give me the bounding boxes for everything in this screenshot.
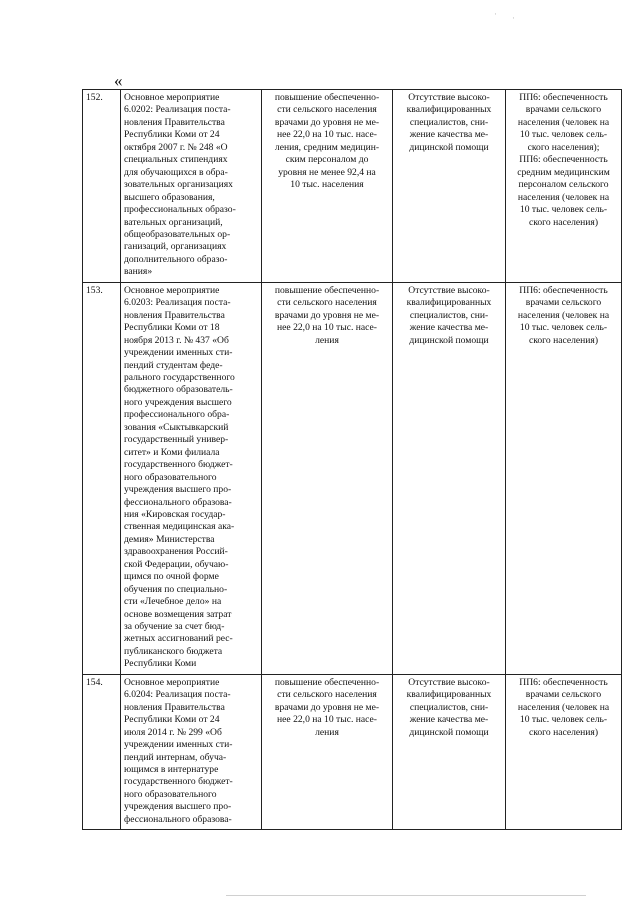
expected-result: повышение обеспеченно- сти сельского населения врачами до уровня не ме- нее 22,0 на 10 тыс. насе- ления [262,282,393,674]
risk-consequence: Отсутствие высоко- квалифицированных специалистов, сни- жение качества ме- дицинской помощи [393,90,506,283]
measure-name: Основное мероприятие 6.0203: Реализация поста- новления Правительства Республики Коми от 18 ноября 2013 г. № 437 «Об учреждении именных сти- пендий студентам феде- рального государственного бюджетного образователь- ного учреждения высшего профессионального обра- зования «Сыктывкарский государственный универ- ситет» и Коми филиала государственного бюджет- ного образовательного учреждения высшего про- фессионального образова- ния «Кировская государ- ственная медицинская ака- демия» Министерства здравоохранения Россий- ской Федерации, обучаю- щимся по очной форме обучения по специально- сти «Лечебное дело» на основе возмещения затрат за обучение за счет бюд- жетных ассигнований рес- публиканского бюджета Республики Коми [121,282,262,674]
risk-consequence: Отсутствие высоко- квалифицированных специалистов, сни- жение качества ме- дицинской помощи [393,282,506,674]
target-indicator: ПП6: обеспеченность врачами сельского населения (человек на 10 тыс. человек сель- ского населения); ПП6: обеспеченность средним медицинским персоналом сельского населения (человек на 10 тыс. человек сель- ского населения) [506,90,622,283]
target-indicator: ПП6: обеспеченность врачами сельского населения (человек на 10 тыс. человек сель- ского населения) [506,282,622,674]
table-row [83,90,622,283]
row-number: 153. [83,282,121,674]
expected-result: повышение обеспеченно- сти сельского населения врачами до уровня не ме- нее 22,0 на 10 тыс. насе- ления, средним медицин- ским персоналом до уровня не менее 92,4 на 10 тыс. населения [262,90,393,283]
expected-result: повышение обеспеченно- сти сельского населения врачами до уровня не ме- нее 22,0 на 10 тыс. насе- ления [262,674,393,829]
risk-consequence: Отсутствие высоко- квалифицированных специалистов, сни- жение качества ме- дицинской помощи [393,674,506,829]
scan-speck: · [494,9,497,19]
row-number: 152. [83,90,121,283]
continuation-quote-mark: « [114,71,123,90]
scan-speck: · [512,13,515,23]
target-indicator: ПП6: обеспеченность врачами сельского населения (человек на 10 тыс. человек сель- ского населения) [506,674,622,829]
measure-name: Основное мероприятие 6.0204: Реализация поста- новления Правительства Республики Коми от 24 июля 2014 г. № 299 «Об учреждении именных сти- пендий интернам, обуча- ющимся в интернатуре государственного бюджет- ного образовательного учреждения высшего про- фессионального образова- [121,674,262,829]
measure-name: Основное мероприятие 6.0202: Реализация поста- новления Правительства Республики Коми от 24 октября 2007 г. № 248 «О специальных стипендиях для обучающихся в обра- зовательных организациях высшего образования, профессиональных образо- вательных организаций, общеобразовательных ор- ганизаций, организациях дополнительного образо- вания» [121,90,262,283]
scan-edge-line [226,895,586,896]
table-row [83,282,622,674]
measures-table [82,89,622,830]
table-row [83,674,622,829]
row-number: 154. [83,674,121,829]
